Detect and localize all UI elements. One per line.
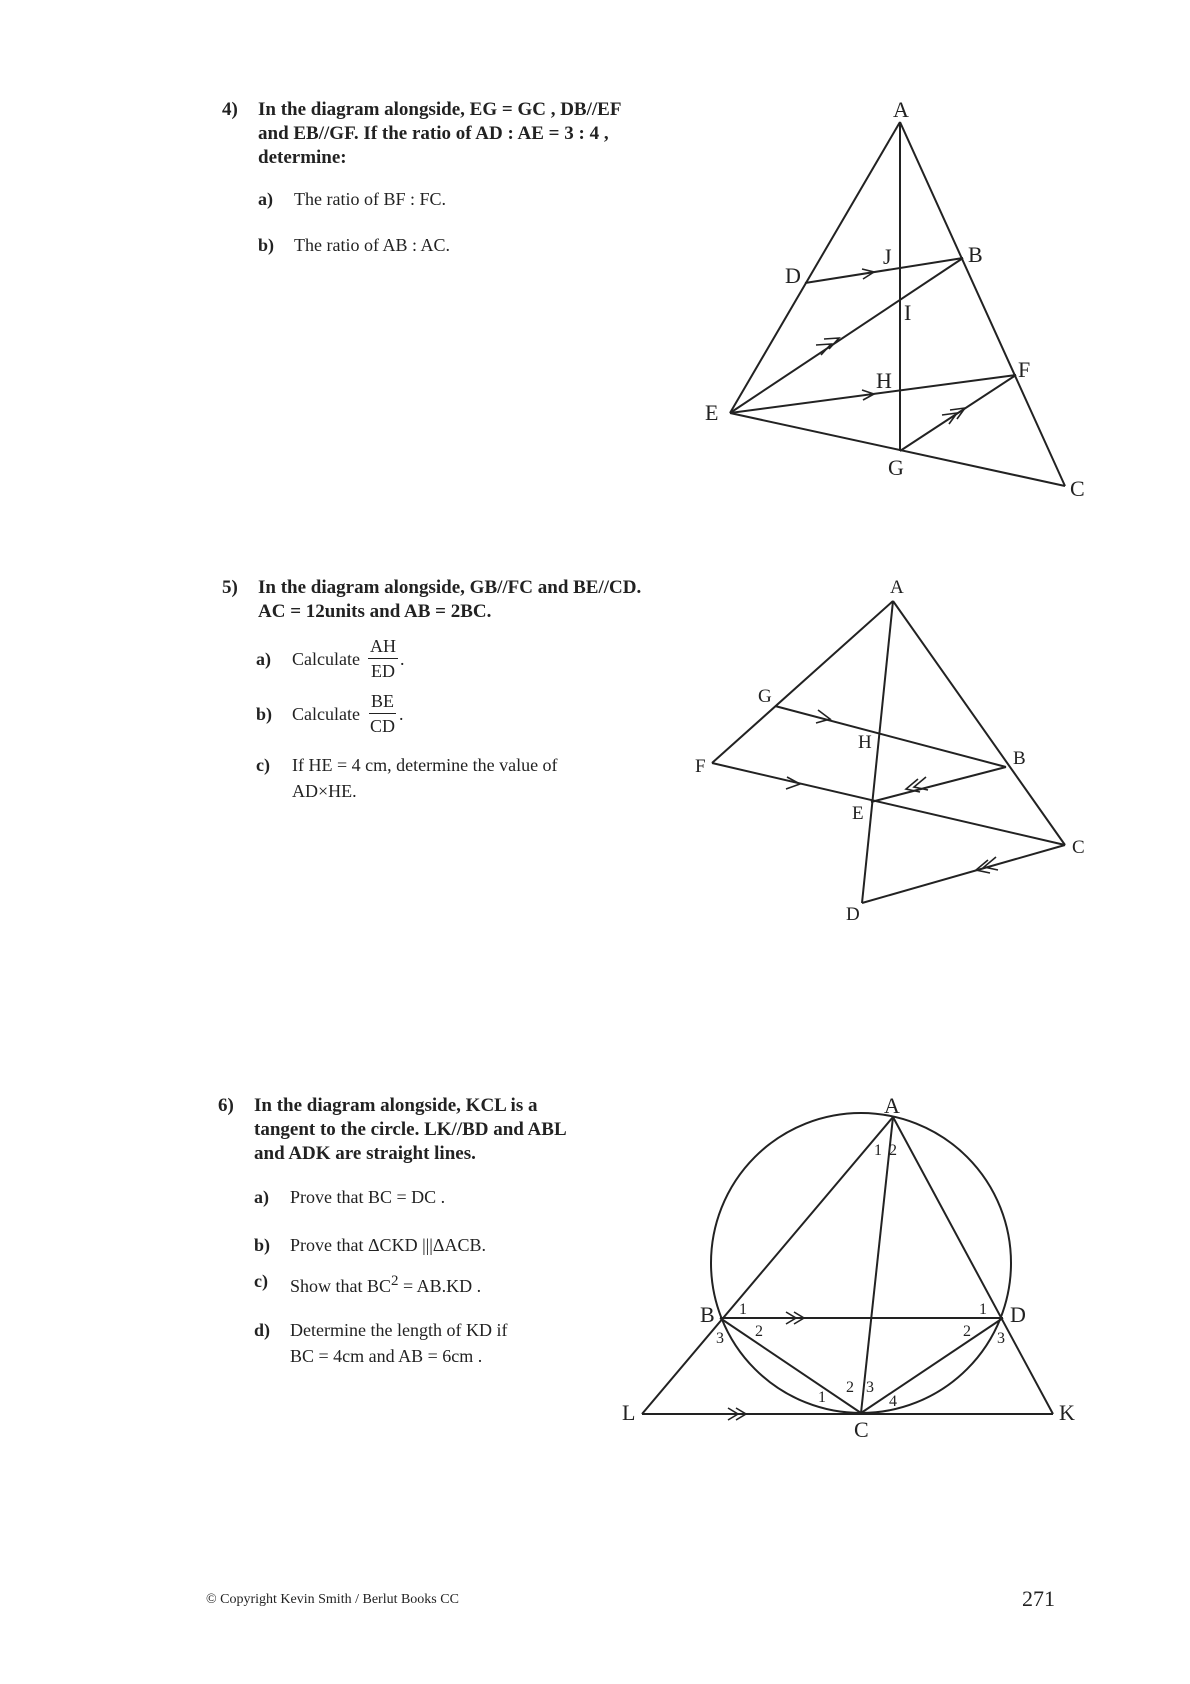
part-label: a) [254, 1187, 269, 1207]
circle [711, 1113, 1011, 1413]
angle-D2: 2 [963, 1323, 971, 1340]
angle-C4: 4 [889, 1393, 897, 1410]
segment-AC [861, 1117, 893, 1413]
fraction-denominator: ED [370, 661, 395, 681]
label-H: H [876, 368, 892, 393]
part-label: b) [256, 703, 273, 724]
part-label: a) [258, 189, 273, 209]
part-text: Determine the length of KD if BC = 4cm and AB = 6cm . [290, 1320, 508, 1366]
part-suffix: . [399, 648, 405, 669]
part-label: d) [254, 1320, 271, 1340]
angle-C1: 1 [818, 1389, 826, 1406]
label-G: G [758, 686, 772, 707]
segment-AK [893, 1117, 1053, 1414]
segment-DC [861, 1318, 1003, 1413]
fraction-denominator: CD [369, 716, 395, 736]
part-suffix: . [398, 703, 404, 724]
question-text: In the diagram alongside, GB//FC and BE//CD. AC = 12units and AB = 2BC. [258, 577, 642, 622]
label-F: F [695, 756, 706, 777]
q6-lines [642, 1113, 1053, 1414]
part-text: Prove that ΔCKD |||ΔACB. [290, 1235, 486, 1255]
part-text: The ratio of AB : AC. [294, 235, 450, 255]
part-text-prefix: Show that BC [290, 1276, 392, 1296]
label-B: B [1013, 748, 1026, 769]
label-F: F [1018, 357, 1031, 382]
label-C: C [1070, 476, 1085, 501]
part-label: c) [256, 755, 270, 775]
label-A: A [884, 1093, 900, 1118]
label-G: G [888, 455, 904, 480]
part-text-suffix: = AB.KD . [398, 1276, 482, 1296]
part-text: Prove that BC = DC . [290, 1187, 446, 1207]
angle-B1: 1 [739, 1301, 747, 1318]
label-C: C [1072, 837, 1085, 858]
angle-A1: 1 [874, 1142, 882, 1159]
part-text: Calculate [292, 703, 360, 724]
label-E: E [852, 803, 864, 824]
angle-C2: 2 [846, 1379, 854, 1396]
segment-AL [642, 1117, 893, 1414]
label-I: I [904, 300, 912, 325]
part-text: Calculate [292, 648, 360, 669]
segment-BC [720, 1318, 861, 1413]
label-E: E [705, 400, 719, 425]
part-label: b) [258, 235, 275, 255]
part-label: c) [254, 1271, 268, 1291]
label-B: B [968, 242, 983, 267]
angle-B2: 2 [755, 1323, 763, 1340]
label-D: D [1010, 1302, 1026, 1327]
angle-D1: 1 [979, 1301, 987, 1318]
copyright-notice: © Copyright Kevin Smith / Berlut Books CC [206, 1592, 459, 1607]
fraction-numerator: AH [368, 634, 398, 659]
angle-B3: 3 [716, 1330, 724, 1347]
label-K: K [1059, 1400, 1075, 1425]
page-number: 271 [1022, 1586, 1055, 1611]
question-number: 6) [218, 1095, 234, 1116]
label-A: A [890, 577, 904, 598]
label-H: H [858, 732, 872, 753]
part-label: a) [256, 648, 271, 669]
label-C: C [854, 1417, 869, 1442]
angle-A2: 2 [889, 1142, 897, 1159]
label-A: A [893, 97, 909, 122]
part-text: The ratio of BF : FC. [294, 189, 446, 209]
superscript: 2 [391, 1273, 399, 1289]
question-text: In the diagram alongside, KCL is a tangent to the circle. LK//BD and ABL and ADK are straight lines. [254, 1095, 567, 1164]
part-label: b) [254, 1235, 271, 1255]
fraction-numerator: BE [369, 689, 396, 714]
question-number: 5) [222, 577, 238, 598]
label-J: J [883, 244, 892, 269]
label-D: D [846, 904, 860, 925]
angle-C3: 3 [866, 1379, 874, 1396]
label-B: B [700, 1302, 715, 1327]
label-D: D [785, 263, 801, 288]
question-number: 4) [222, 99, 238, 120]
label-L: L [622, 1400, 636, 1425]
question-text: In the diagram alongside, EG = GC , DB//EF and EB//GF. If the ratio of AD : AE = 3 : 4 , determine: [258, 99, 622, 168]
angle-D3: 3 [997, 1330, 1005, 1347]
part-text: If HE = 4 cm, determine the value of AD×HE. [292, 755, 558, 801]
